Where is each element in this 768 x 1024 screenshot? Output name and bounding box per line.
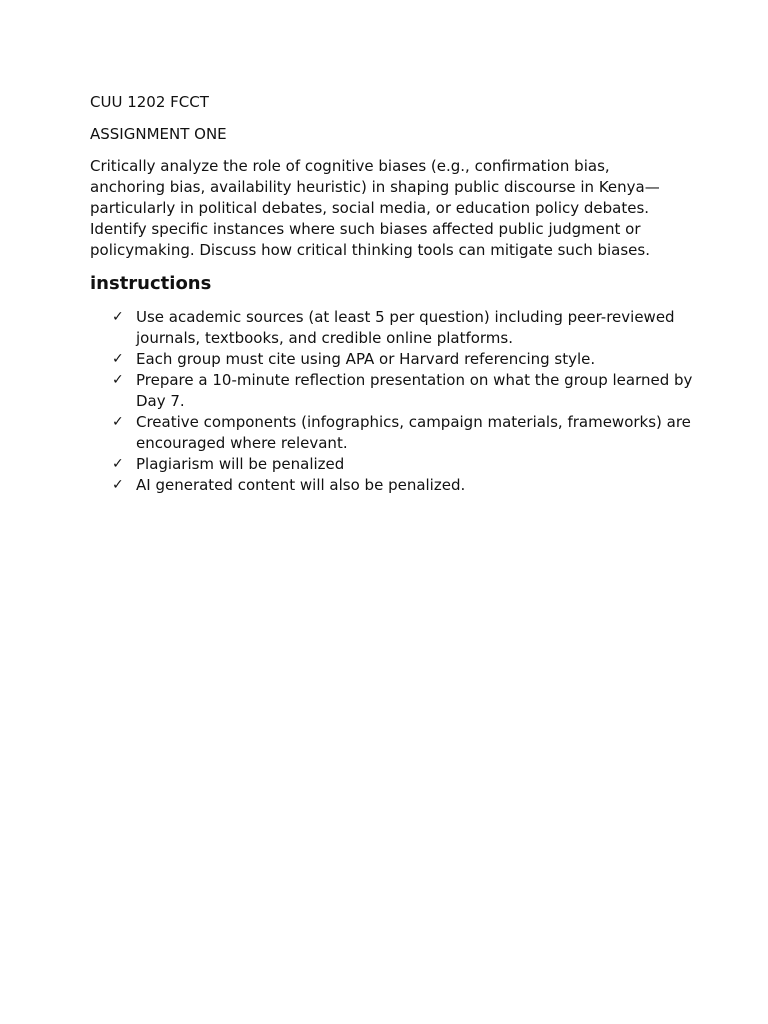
course-code: CUU 1202 FCCT: [90, 93, 209, 111]
instruction-text: Prepare a 10-minute reflection presentation on what the group learned by Day 7.: [136, 371, 693, 410]
instruction-item: [90, 307, 696, 349]
checkmark-icon: ✓: [112, 351, 124, 367]
assignment-title: ASSIGNMENT ONE: [90, 125, 227, 143]
instructions-heading: instructions: [90, 273, 212, 294]
instructions-list: [90, 307, 693, 496]
checkmark-icon: ✓: [112, 456, 124, 472]
instruction-text: Creative components (infographics, campaign materials, frameworks) are encouraged where relevant.: [136, 413, 691, 452]
instruction-item: [90, 475, 696, 496]
checkmark-icon: ✓: [112, 477, 124, 493]
checkmark-icon: ✓: [112, 309, 124, 325]
checkmark-icon: ✓: [112, 372, 124, 388]
document-page: [90, 92, 693, 496]
assignment-question: Critically analyze the role of cognitive biases (e.g., confirmation bias, anchoring bias, availability heuristic) in shaping public discourse in Kenya—particularly in political debates, social media, or education policy debates. Identify specific instances where such biases affected public judgment or policymaking. Discuss how critical thinking tools can mitigate such biases.: [90, 157, 660, 259]
checkmark-icon: ✓: [112, 414, 124, 430]
instruction-text: Plagiarism will be penalized: [136, 455, 345, 473]
instruction-item: [90, 412, 696, 454]
instruction-text: AI generated content will also be penalized.: [136, 476, 466, 494]
instruction-item: [90, 370, 696, 412]
instruction-text: Each group must cite using APA or Harvard referencing style.: [136, 350, 596, 368]
instruction-item: [90, 349, 696, 370]
instruction-item: [90, 454, 696, 475]
instruction-text: Use academic sources (at least 5 per question) including peer-reviewed journals, textbooks, and credible online platforms.: [136, 308, 675, 347]
